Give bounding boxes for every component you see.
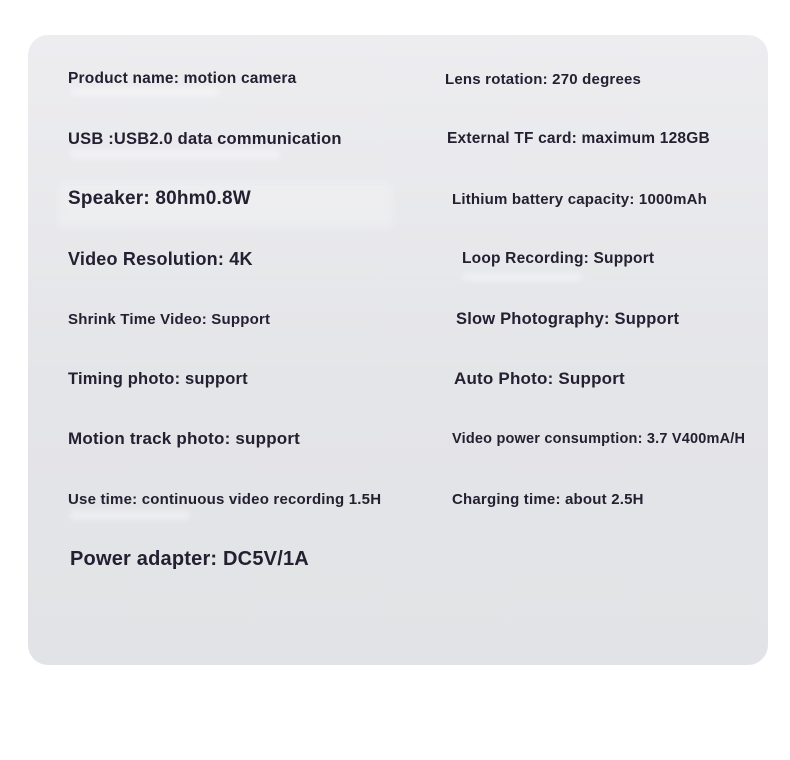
spec-column-right [445, 49, 768, 589]
spec-column-left [28, 49, 445, 589]
spec-video-power-consumption: Video power consumption: 3.7 V400mA/H [452, 431, 746, 447]
spec-slow-photography: Slow Photography: Support [456, 309, 680, 328]
spec-card [28, 35, 768, 665]
spec-product-name: Product name: motion camera [68, 70, 297, 87]
spec-video-resolution: Video Resolution: 4K [68, 248, 253, 269]
spec-lens-rotation: Lens rotation: 270 degrees [445, 70, 642, 88]
spec-columns [28, 49, 768, 589]
spec-external-tf-card: External TF card: maximum 128GB [447, 130, 710, 147]
spec-speaker: Speaker: 80hm0.8W [68, 188, 251, 209]
spec-lithium-battery: Lithium battery capacity: 1000mAh [452, 190, 708, 208]
spec-charging-time: Charging time: about 2.5H [452, 490, 644, 508]
spec-use-time: Use time: continuous video recording 1.5H [68, 490, 382, 508]
spec-power-adapter: Power adapter: DC5V/1A [70, 547, 309, 570]
spec-usb: USB :USB2.0 data communication [68, 129, 342, 148]
spec-auto-photo: Auto Photo: Support [454, 369, 625, 388]
spec-timing-photo: Timing photo: support [68, 369, 248, 388]
spec-motion-track-photo: Motion track photo: support [68, 429, 301, 448]
spec-loop-recording: Loop Recording: Support [462, 250, 655, 267]
spec-shrink-time-video: Shrink Time Video: Support [68, 310, 271, 328]
